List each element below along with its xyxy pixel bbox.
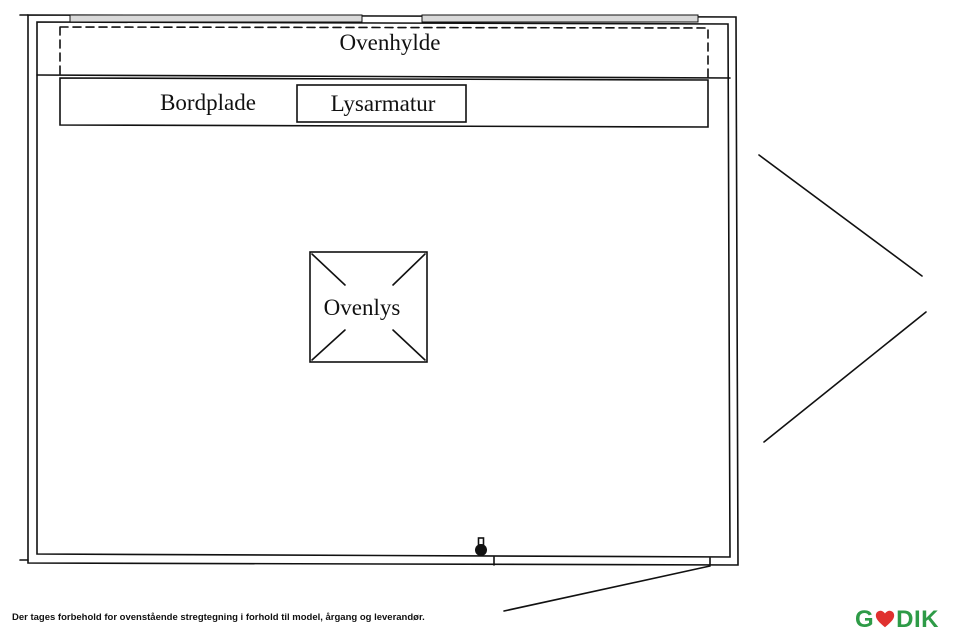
door-lock-icon — [475, 538, 487, 556]
logo-text-left: G — [855, 606, 875, 633]
skylight-diagonal — [393, 330, 425, 360]
roof-rail-right — [422, 15, 698, 22]
skylight-label: Ovenlys — [323, 295, 401, 320]
logo-text-right: DIK — [896, 606, 940, 633]
counter-label: Bordplade — [160, 90, 256, 115]
skylight-diagonal — [312, 330, 345, 360]
awning-line — [504, 566, 710, 611]
top-shelf-label: Ovenhylde — [339, 30, 441, 55]
skylight-diagonal — [312, 254, 345, 285]
drawbar-lower — [764, 312, 926, 442]
heart-icon — [874, 608, 896, 630]
drawbar-upper — [759, 155, 922, 276]
brand-logo — [855, 606, 939, 634]
skylight-diagonal — [393, 254, 425, 285]
roof-rail-left — [70, 15, 362, 22]
light-fixture-label: Lysarmatur — [330, 91, 436, 116]
disclaimer-text: Der tages forbehold for ovenstående stregtegning i forhold til model, årgang og leverandør. — [12, 612, 425, 623]
